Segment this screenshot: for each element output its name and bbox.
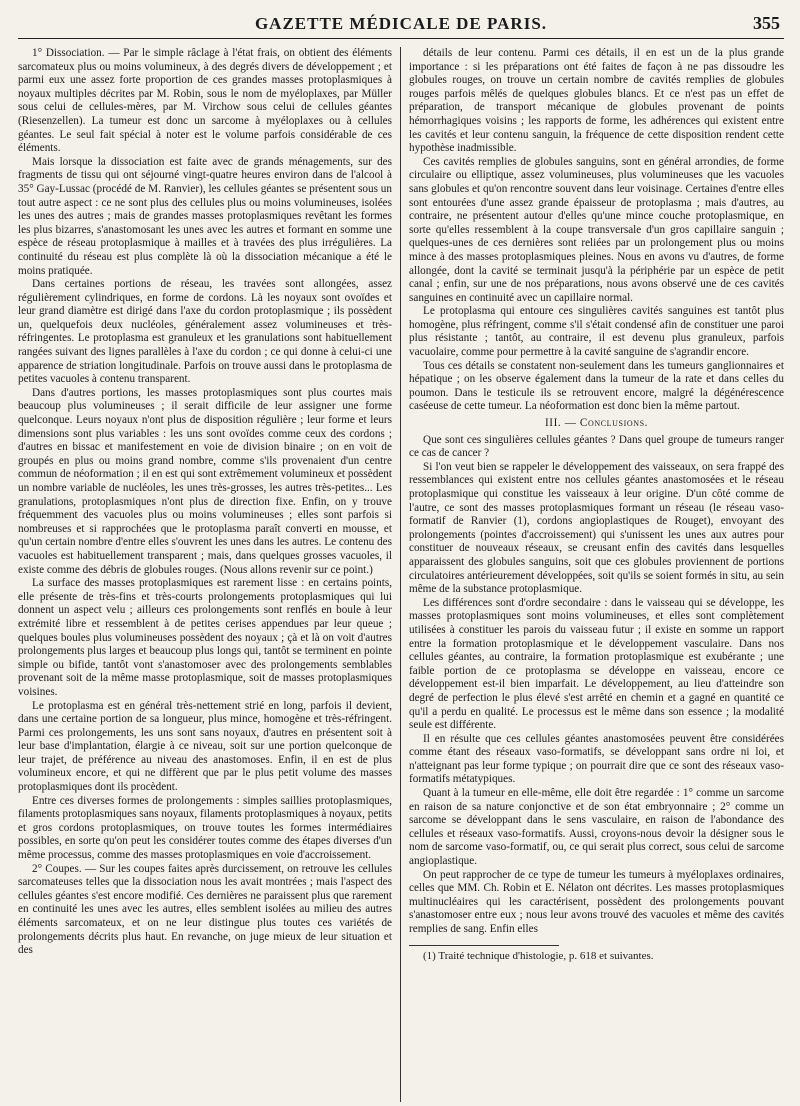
paragraph: La surface des masses protoplasmiques est rarement lisse : en certains points, elle présente de très-fins et très-courts prolongements protoplasmiques qui lui donnent un aspect velu ; ailleurs ces prolongements sont renflés en boule à leur extrémité libre et ressemblent à de petites cerises appendues par leur queue ; quelques boules plus volumineuses possèdent des noyaux ; çà et là on voit d'autres prolongements plus larges et beaucoup plus longs qui, tantôt se terminent en pointe simple ou bifide, tantôt vont s'anastomoser avec des prolongements semblables provenant soit de la même masse protoplasmique, soit de masses protoplasmiques voisines.: [18, 577, 392, 698]
columns: [18, 47, 784, 1102]
paragraph: Quant à la tumeur en elle-même, elle doit être regardée : 1° comme un sarcome en raison de sa nature conjonctive et de son état embryonnaire ; 2° comme un sarcome se développant dans le sens vasculaire, en raison de l'abondance des cellules et réseaux vaso-formatifs. Aussi, croyons-nous devoir la désigner sous le nom de sarcome vaso-formatif, ou, ce qui serait plus correct, sous celui de sarcome angioplastique.: [409, 787, 784, 868]
right-column: [401, 47, 784, 1102]
paragraph: Les différences sont d'ordre secondaire : dans le vaisseau qui se développe, les masses protoplasmiques sont moins volumineuses, et elles sont complètement utilisées à constituer les parois du vaisseau futur ; il existe en somme un rapport entre la formation protoplasmique et le développement vasculaire. Dans nos cellules géantes, au contraire, la formation protoplasmique est exubérante ; une faible portion de ce protoplasma se développe en vaisseau, encore ce développement est-il bien imparfait. Le développement, au lieu d'atteindre son degré de perfection le plus élevé s'est arrêté en chemin et a gagné en quantité ce qu'il a perdu en qualité. Le processus est le même dans son essence ; la modalité seule est différente.: [409, 596, 784, 732]
footnote-rule: [409, 945, 559, 946]
paragraph: Dans certaines portions de réseau, les travées sont allongées, assez régulièrement cylindriques, en forme de cordons. Là les noyaux sont ovoïdes et leur grand diamètre est dirigé dans l'axe du cordon protoplasmique ; ils possèdent un, quelquefois deux nucléoles, généralement assez volumineuses et très-réfringentes. Le protoplasma est granuleux et les granulations sont habituellement rangées suivant des lignes parallèles à l'axe du cordon ; ce qui donne à celui-ci une apparence de striation longitudinale. Parfois on trouve aussi dans le protoplasma de petites vacuoles à contenu transparent.: [18, 278, 392, 386]
paragraph: Que sont ces singulières cellules géantes ? Dans quel groupe de tumeurs ranger ce cas de cancer ?: [409, 433, 784, 460]
running-head: [18, 10, 784, 39]
paragraph: détails de leur contenu. Parmi ces détails, il en est un de la plus grande importance : si les préparations ont été faites de façon à ne pas dissoudre les globules rouges, on trouve un certain nombre de cavités remplies de globules rouges parfois mêlés de quelques globules blancs. Et ce n'est pas un effet de préparation, de transport mécanique de globules provenant de points hémorrhagiques voisins ; les rapports de forme, les adhérences qui existent entre les cavités et leur contenu sanguin, la fréquence de cette disposition rendent cette hypothèse inadmissible.: [409, 47, 784, 155]
paragraph: Tous ces détails se constatent non-seulement dans les tumeurs ganglionnaires et hépatique ; on les observe également dans la tumeur de la rate et dans celles du poumon. Dans le testicule ils se retrouvent encore, malgré la dégénérescence caséeuse de cette tumeur. La néoformation est donc bien la même partout.: [409, 359, 784, 413]
page-number: 355: [753, 13, 780, 33]
footnote: (1) Traité technique d'histologie, p. 618 et suivantes.: [423, 949, 654, 962]
paragraph: Il en résulte que ces cellules géantes anastomosées peuvent être considérées comme étant des réseaux vaso-formatifs, se développant sans ordre ni loi, et n'atteignant pas leur forme typique ; on pourrait dire que ce sont des réseaux vaso-formatifs métatypiques.: [409, 732, 784, 786]
paragraph: Le protoplasma qui entoure ces singulières cavités sanguines est tantôt plus homogène, plus réfringent, comme s'il s'était condensé afin de constituer une paroi plus résistante ; tantôt, au contraire, il est devenu plus granuleux, parfois vacuolaire, comme pour permettre à la cavité sanguine de s'agrandir encore.: [409, 305, 784, 359]
paragraph: On peut rapprocher de ce type de tumeur les tumeurs à myéloplaxes ordinaires, celles que MM. Ch. Robin et E. Nélaton ont décrites. Les masses protoplasmiques multinucléaires qui les caractérisent, possèdent des prolongements pouvant s'anastomoser entre eux ; nous leur avons trouvé des vacuoles et même des cavités remplies de sang. Enfin elles: [409, 868, 784, 935]
paragraph: Mais lorsque la dissociation est faite avec de grands ménagements, sur des fragments de tissu qui ont séjourné vingt-quatre heures environ dans de l'alcool à 35° Gay-Lussac (procédé de M. Ranvier), les cellules géantes se présentent sous un tout autre aspect : ce ne sont plus des cellules plus ou moins volumineuses, isolées les unes des autres ; mais de grandes masses protoplasmiques revêtant les formes les plus bizarres, s'anastomosant les unes avec les autres et formant en somme une espèce de réseau protoplasmique à mailles et à travées des plus irrégulières. La continuité du réseau est plus complète là où la dissociation mécanique a été le moins pratiquée.: [18, 155, 392, 277]
paragraph: 1° Dissociation. — Par le simple râclage à l'état frais, on obtient des éléments sarcomateux plus ou moins volumineux, à des degrés divers de développement ; et parmi eux une assez forte proportion de ces grandes masses protoplasmiques à noyaux multiples décrites par M. Robin, sous le nom de myéloplaxes, par Müller sous celui de cellules-mères, par M. Virchow sous celui de cellules géantes (Riesenzellen). La tumeur est donc un sarcome à myéloplaxes ou à cellules géantes. Le seul fait spécial à noter est le volume parfois considérable de ces éléments.: [18, 47, 392, 155]
paragraph: Entre ces diverses formes de prolongements : simples saillies protoplasmiques, filaments protoplasmiques sans noyaux, filaments protoplasmiques à noyaux, petits et gros cordons protoplasmiques, on trouve toutes les formes intermédiaires possibles, en sorte qu'on peut les considérer toutes comme des étapes diverses d'un même processus, comme des masses protoplasmiques en voie d'accroissement.: [18, 794, 392, 862]
journal-title: GAZETTE MÉDICALE DE PARIS.: [254, 14, 548, 33]
paragraph: Ces cavités remplies de globules sanguins, sont en général arrondies, de forme circulaire ou elliptique, assez volumineuses, plus volumineuses que les vacuoles sans globules et qu'on rencontre souvent dans leur voisinage. Certaines d'entre elles sont entourées d'une assez grande épaisseur de protoplasma ; mais d'autres, au contraire, ne présentent autour d'elles qu'une mince couche protoplasmique, en sorte qu'elles ressemblent à la coupe transversale d'un gros capillaire sanguin ; quelques-unes de ces dernières sont reliées par un prolongement plus ou moins mince à des masses protoplasmiques pleines. Nous en avons vu d'autres, de forme allongée, dont la cavité se terminait jusqu'à la périphérie par un espèce de petit canal ; enfin, sur une de nos préparations, nous avons observé une de ces cavités sanguines en continuité avec un capillaire normal.: [409, 155, 784, 304]
section-heading: III. — Conclusions.: [544, 417, 649, 430]
paragraph: Dans d'autres portions, les masses protoplasmiques sont plus courtes mais beaucoup plus volumineuses ; il serait difficile de leur assigner une forme quelconque. Leurs noyaux n'ont plus de disposition régulière ; leur forme et leurs dimensions sont plus variables : les uns sont ovoïdes comme ceux des cordons ; d'autres en bissac et manifestement en voie de division binaire ; on en voit de groupés en plus ou moins grand nombre, comme s'ils provenaient d'un centre commun de néoformation ; il en est qui sont extrêmement volumineux et possèdent un nombre variable de nucléoles, les unes très-grosses, les autres très-petites... Les granulations, protoplasmiques n'ont plus de direction fixe. Enfin, on y trouve fréquemment des vacuoles plus ou moins volumineuses ; elles sont parfois si nombreuses et si rapprochées que le protoplasma paraît converti en mousse, et qu'un certain nombre d'entre elles s'ouvrent les unes dans les autres. Le contenu des vacuoles est habituellement transparent ; mais, dans quelques grosses vacuoles, il existe comme des débris de globules rouges. (Nous allons revenir sur ce point.): [18, 386, 392, 576]
paragraph: 2° Coupes. — Sur les coupes faites après durcissement, on retrouve les cellules sarcomateuses telles que la dissociation nous les avait montrées ; mais l'aspect des cellules géantes s'est encore modifié. Ces dernières ne paraissent plus que rarement en continuité les unes avec les autres, elles semblent isolées au milieu des autres éléments sarcomateux, et on ne leur distingue plus toutes ces variétés de prolongements décrits plus haut. En revanche, on juge mieux de leur situation et des: [18, 862, 392, 957]
paragraph: Si l'on veut bien se rappeler le développement des vaisseaux, on sera frappé des ressemblances qui existent entre nos cellules géantes anastomosées et le réseau protoplasmique qui constitue les vaisseaux à leur origine. D'un côté comme de l'autre, ce sont des masses protoplasmiques formant un réseau (le réseau vaso-formatif de Ranvier (1), cordons angioplastiques de Rouget), envoyant des prolongements (pointes d'accroissement) qui s'unissent les unes aux autres pour constituer de nouveaux réseaux, se creusant enfin des cavités dans lesquelles apparaissent des globules sanguins, soit que ces globules proviennent de portions circulatoires antérieurement développées, soit qu'ils se soient formés in situ, au sein même de la substance protoplasmique.: [409, 460, 784, 596]
paragraph: Le protoplasma est en général très-nettement strié en long, parfois il devient, dans une certaine portion de sa longueur, plus mince, homogène et très-réfringent. Parmi ces prolongements, les uns sont sans noyaux, d'autres en présentent soit à leur base d'implantation, élargie à ce niveau, soit sur une portion quelconque de leur trajet, de préférence au niveau des anastomoses. Enfin, il en est de plus volumineux encore, et qui ne diffèrent que par le plus petit volume des masses protoplasmiques dont ils procèdent.: [18, 699, 392, 794]
left-column: [18, 47, 401, 1102]
